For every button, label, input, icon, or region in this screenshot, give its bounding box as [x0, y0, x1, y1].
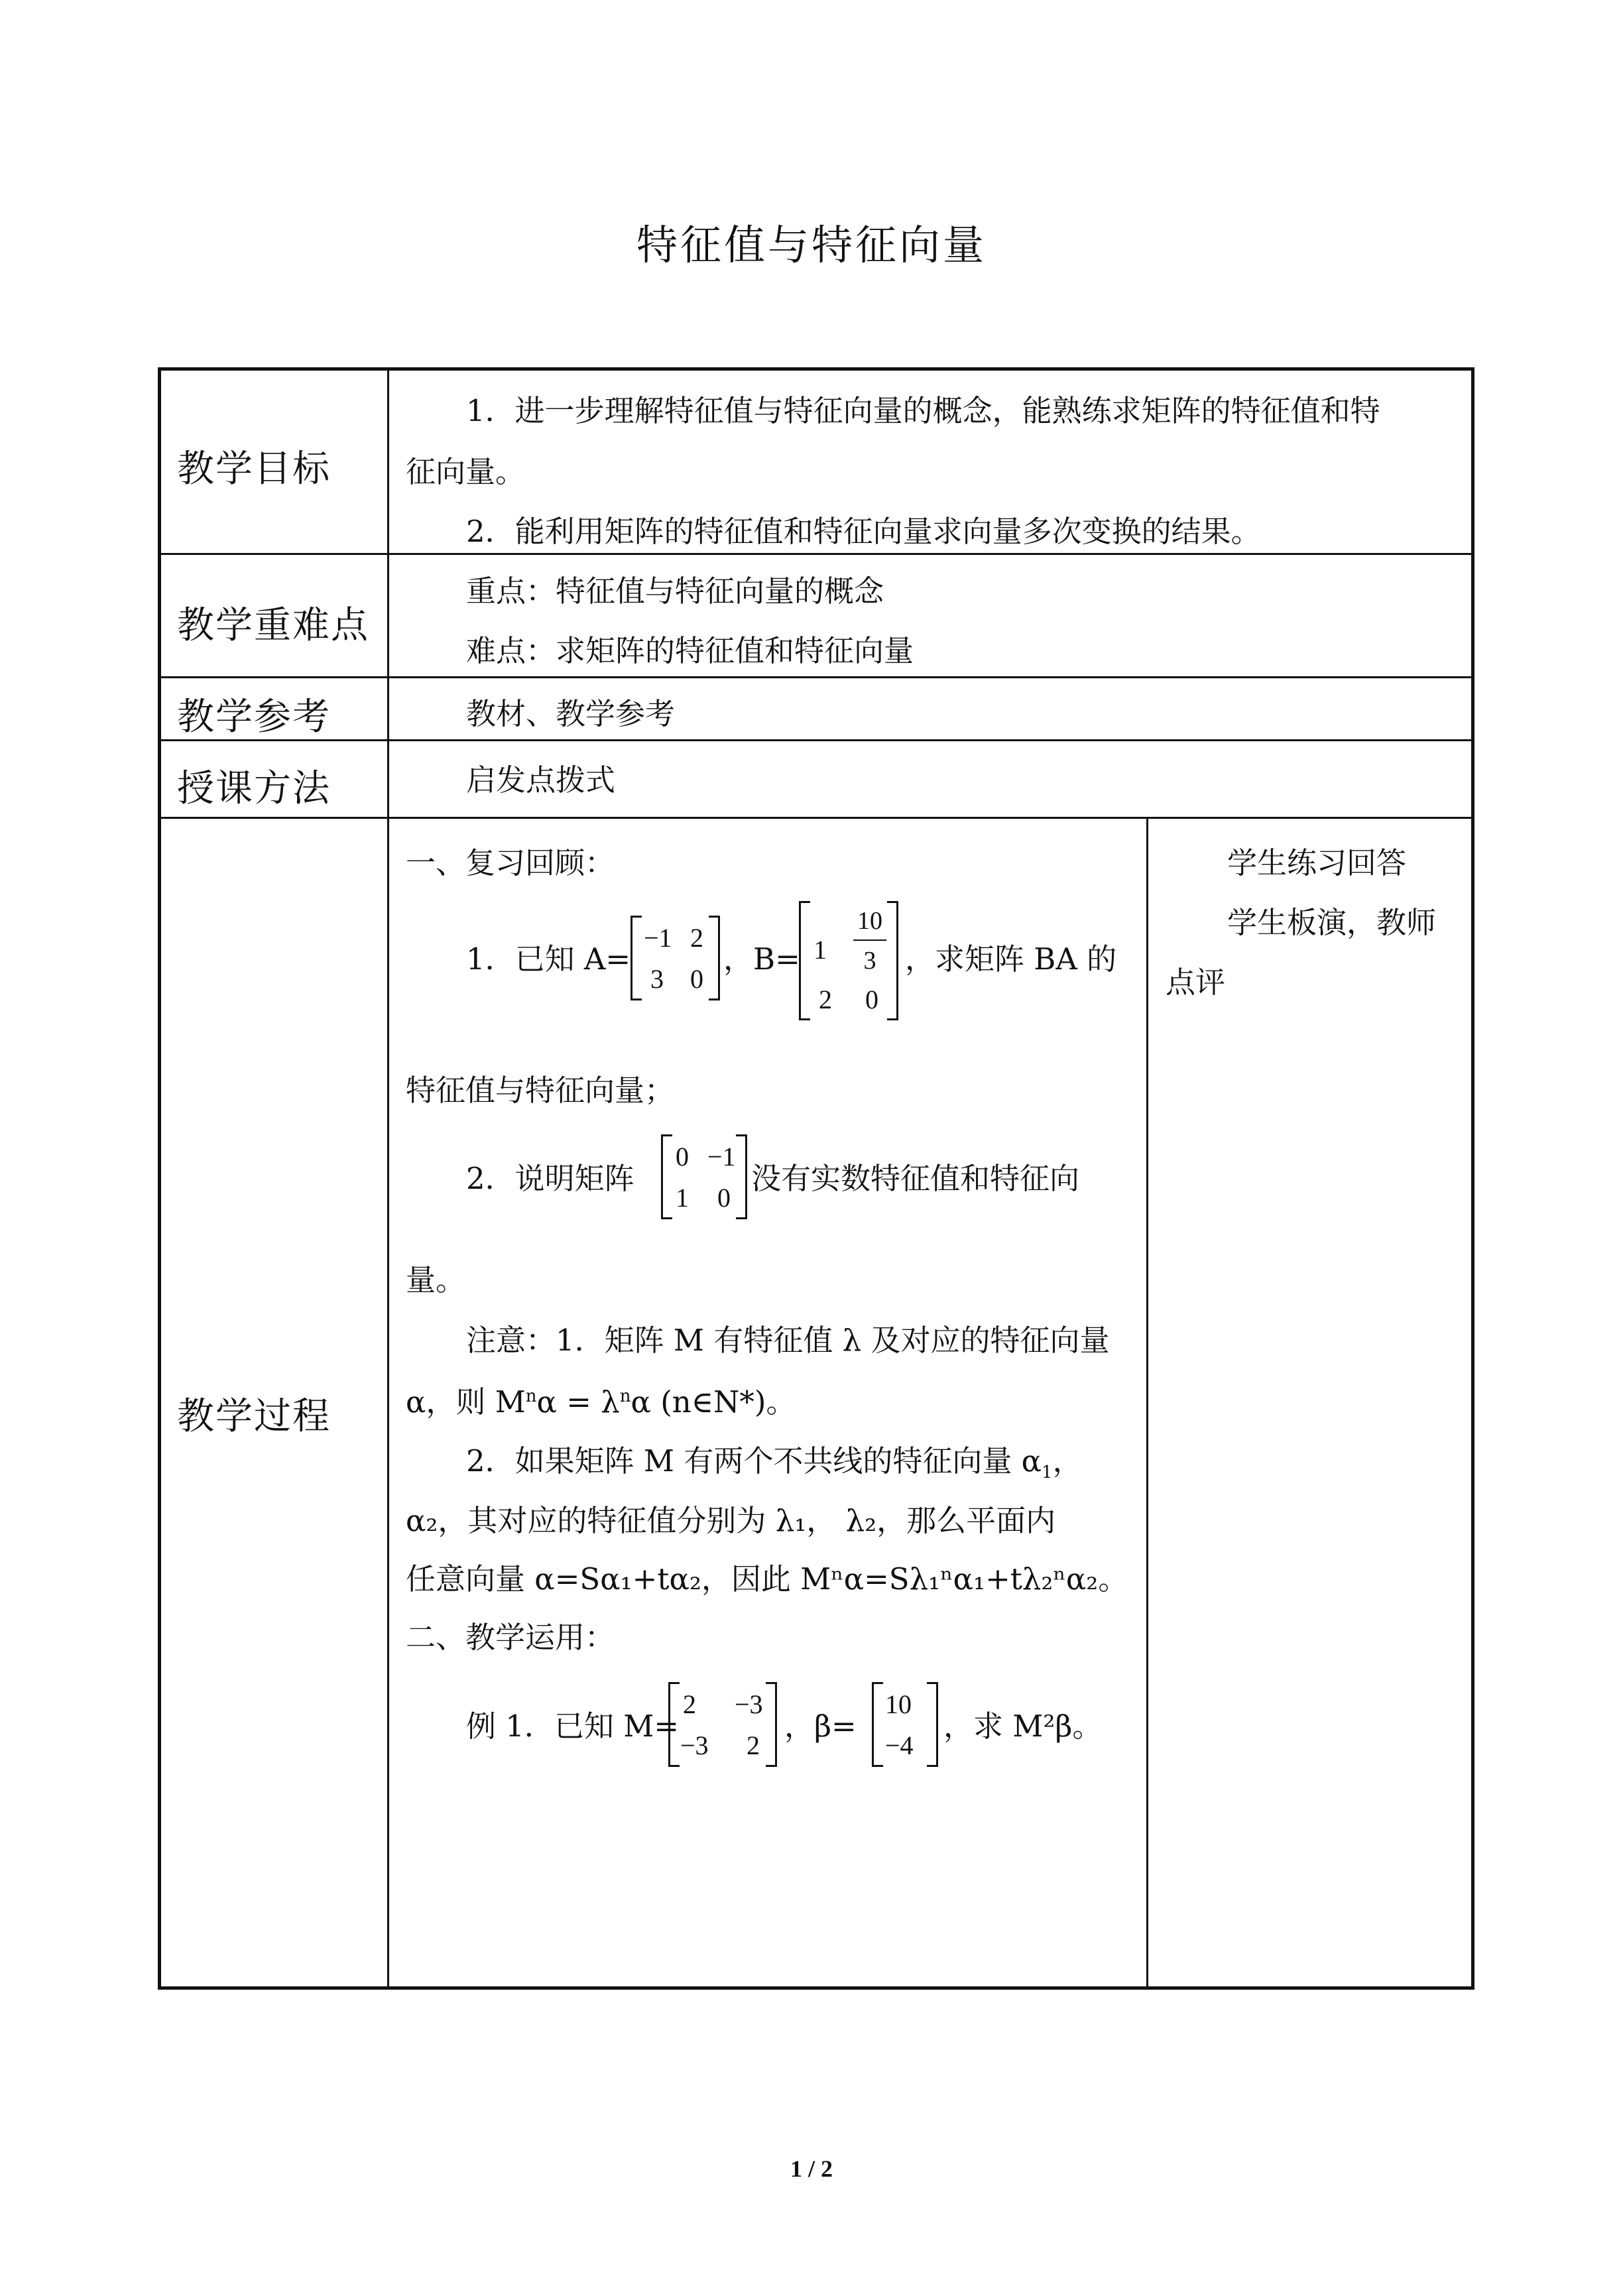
- bracket-right: [927, 1682, 938, 1767]
- bracket-right: [736, 1134, 747, 1219]
- side-note-3: 点评: [1166, 965, 1226, 1000]
- label-references: 教学参考: [177, 695, 331, 739]
- vector-cell: 10: [885, 1689, 912, 1719]
- bracket-left: [668, 1682, 680, 1767]
- matrix-cell: 2: [683, 1689, 696, 1719]
- matrix-cell: 0: [865, 985, 878, 1014]
- method-text: 启发点拨式: [466, 762, 616, 798]
- q1-suffix: ，求矩阵 BA 的: [905, 941, 1117, 977]
- bracket-left: [872, 1682, 883, 1767]
- matrix-fraction: [853, 906, 886, 979]
- note-1-line-1: 注意：1．矩阵 M 有特征值 λ 及对应的特征向量: [466, 1323, 1110, 1358]
- vector-cell: −4: [885, 1730, 914, 1760]
- review-heading: 一、复习回顾：: [406, 845, 615, 880]
- row-divider: [161, 553, 1471, 555]
- difficulty-line: 难点：求矩阵的特征值和特征向量: [466, 633, 914, 668]
- example-1-prefix: 例 1．已知 M=: [466, 1709, 680, 1744]
- example-1-suffix: ，求 M²β。: [943, 1709, 1103, 1744]
- note-2-line-3: 任意向量 α=Sα₁+tα₂，因此 Mⁿα=Sλ₁ⁿα₁+tλ₂ⁿα₂。: [406, 1561, 1128, 1597]
- row-divider: [161, 739, 1471, 741]
- side-note-2: 学生板演，教师: [1227, 905, 1437, 940]
- label-process: 教学过程: [177, 1395, 331, 1438]
- side-note-1: 学生练习回答: [1227, 845, 1407, 880]
- matrix-cell: −1: [644, 923, 672, 953]
- exponent: n: [525, 1386, 537, 1406]
- q1-prefix: 1．已知 A=: [466, 941, 631, 977]
- matrix-cell: 0: [690, 964, 703, 994]
- bracket-left: [631, 916, 642, 1000]
- note-text: 2．如果矩阵 M 有两个不共线的特征向量 α: [466, 1443, 1042, 1479]
- q1-continuation: 特征值与特征向量；: [406, 1073, 675, 1108]
- matrix-b: [799, 901, 898, 1020]
- fraction-denominator: 3: [863, 947, 876, 975]
- key-point-line: 重点：特征值与特征向量的概念: [466, 574, 884, 609]
- matrix-cell: 1: [676, 1183, 689, 1213]
- q2-suffix: 没有实数特征值和特征向: [751, 1161, 1080, 1196]
- matrix-cell: −3: [735, 1689, 763, 1719]
- matrix-cell: 0: [676, 1142, 689, 1172]
- exponent: n: [619, 1386, 631, 1406]
- matrix-cell: 2: [690, 923, 703, 953]
- example-1-mid: ，β=: [784, 1709, 857, 1744]
- note-text: ，: [1052, 1443, 1083, 1479]
- note-text: α = λ: [536, 1384, 620, 1420]
- fraction-bar: [853, 939, 886, 941]
- matrix-cell: −1: [707, 1142, 736, 1172]
- q2-continuation: 量。: [406, 1262, 466, 1298]
- matrix-cell: 2: [819, 985, 832, 1014]
- fraction-numerator: 10: [857, 907, 882, 935]
- apply-heading: 二、教学运用：: [406, 1620, 615, 1655]
- matrix-a: [631, 916, 720, 1000]
- bracket-right: [709, 916, 720, 1000]
- subscript: 1: [1042, 1463, 1053, 1482]
- vector-beta: [872, 1682, 938, 1767]
- matrix-cell: 2: [747, 1730, 760, 1760]
- bracket-right: [887, 901, 898, 1020]
- bracket-left: [799, 901, 810, 1020]
- column-divider: [1146, 817, 1148, 1986]
- note-2-line-2: α₂，其对应的特征值分别为 λ₁， λ₂，那么平面内: [406, 1503, 1056, 1538]
- objective-line-3: 2．能利用矩阵的特征值和特征向量求向量多次变换的结果。: [466, 514, 1261, 549]
- bracket-left: [661, 1134, 672, 1219]
- matrix-cell: 1: [813, 935, 827, 965]
- note-1-line-2: [406, 1384, 796, 1420]
- label-key-points: 教学重难点: [177, 604, 369, 647]
- note-text: α，则 M: [406, 1384, 526, 1420]
- row-divider: [161, 817, 1471, 819]
- label-method: 授课方法: [177, 767, 331, 810]
- page-title: 特征值与特征向量: [636, 221, 987, 269]
- label-objectives: 教学目标: [177, 448, 331, 491]
- note-text: α (n∈N*)。: [631, 1384, 796, 1420]
- note-2-line-1: [466, 1443, 1083, 1482]
- page-number: 1 / 2: [790, 2155, 833, 2182]
- q1-mid: ，B=: [723, 941, 800, 977]
- row-divider: [161, 676, 1471, 678]
- objective-line-2: 征向量。: [406, 454, 526, 489]
- matrix-m: [668, 1682, 777, 1767]
- lesson-table: [158, 367, 1474, 1990]
- matrix-cell: 0: [717, 1183, 731, 1213]
- objective-line-1: 1．进一步理解特征值与特征向量的概念，能熟练求矩阵的特征值和特: [466, 393, 1380, 428]
- matrix-cell: 3: [650, 964, 664, 994]
- matrix-cell: −3: [680, 1730, 709, 1760]
- column-divider: [387, 371, 389, 1986]
- q2-prefix: 2．说明矩阵: [466, 1161, 634, 1196]
- matrix-q2: [661, 1134, 747, 1219]
- bracket-right: [766, 1682, 777, 1767]
- references-text: 教材、教学参考: [466, 696, 676, 731]
